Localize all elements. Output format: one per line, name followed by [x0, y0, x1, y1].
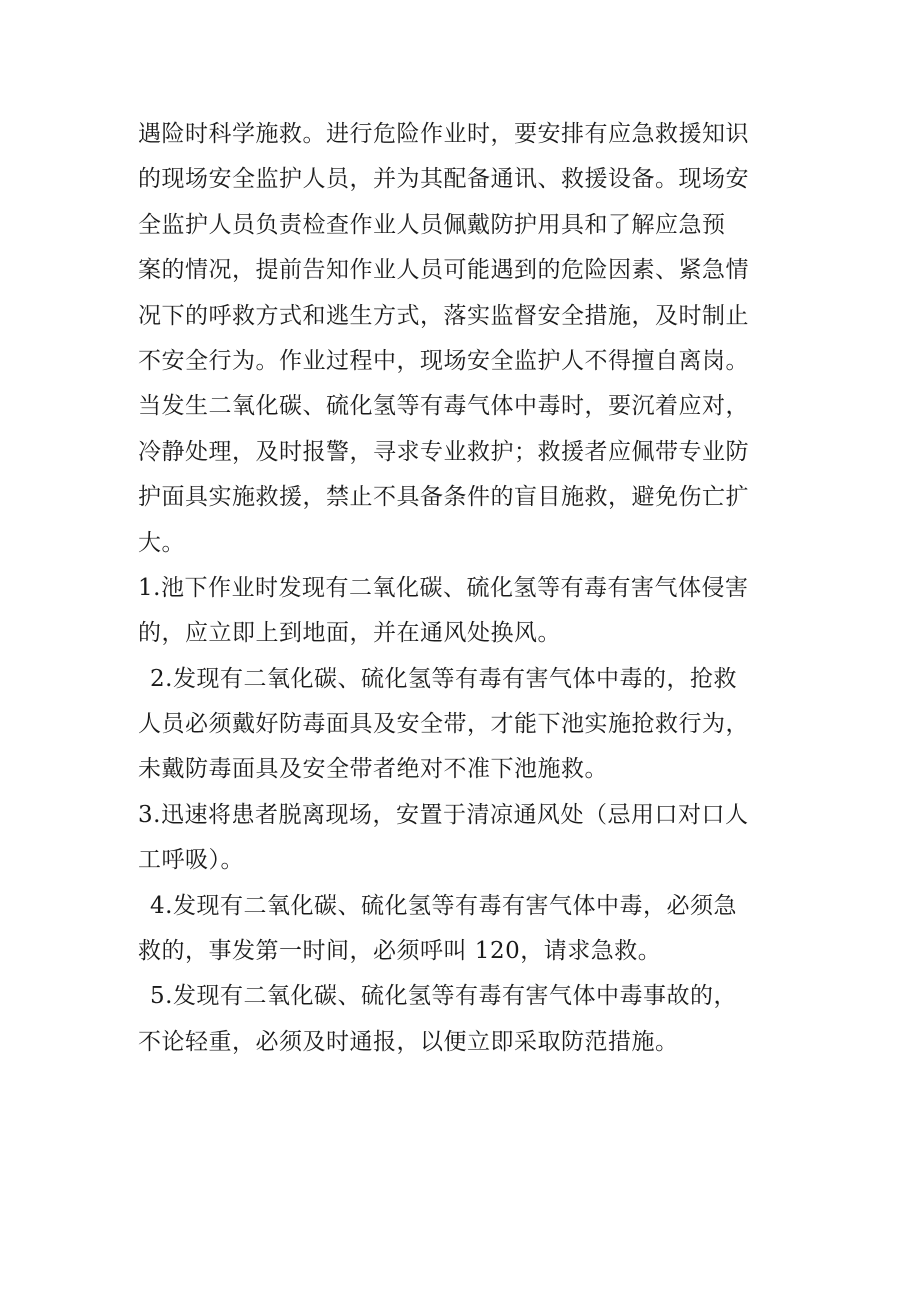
text-line: 的现场安全监护人员，并为其配备通讯、救援设备。现场安: [138, 166, 749, 193]
list-item-1-line: 1.池下作业时发现有二氧化碳、硫化氢等有毒有害气体侵害: [138, 574, 749, 601]
text-line: 大。: [138, 529, 185, 556]
text-line: 遇险时科学施救。进行危险作业时，要安排有应急救援知识: [138, 121, 749, 147]
text-line: 冷静处理，及时报警，寻求专业救护；救援者应佩带专业防: [138, 438, 749, 465]
list-item-4-line: 救的，事发第一时间，必须呼叫 120，请求急救。: [138, 938, 662, 965]
list-item-2-line: 未戴防毒面具及安全带者绝对不准下池施救。: [138, 756, 608, 783]
text-line: 案的情况，提前告知作业人员可能遇到的危险因素、紧急情: [138, 257, 749, 284]
text-line: 不安全行为。作业过程中，现场安全监护人不得擅自离岗。: [138, 347, 749, 374]
list-item-3-line: 工呼吸）。: [138, 847, 244, 874]
list-item-4-line: 4.发现有二氧化碳、硫化氢等有毒有害气体中毒，必须急: [150, 892, 737, 919]
list-item-5-line: 不论轻重，必须及时通报，以便立即采取防范措施。: [138, 1028, 679, 1055]
list-item-3-line: 3.迅速将患者脱离现场，安置于清凉通风处（忌用口对口人: [138, 801, 749, 828]
text-line: 全监护人员负责检查作业人员佩戴防护用具和了解应急预: [138, 211, 726, 238]
text-line: 当发生二氧化碳、硫化氢等有毒气体中毒时，要沉着应对，: [138, 393, 749, 420]
list-item-2-line: 2.发现有二氧化碳、硫化氢等有毒有害气体中毒的，抢救: [150, 665, 737, 692]
list-item-5-line: 5.发现有二氧化碳、硫化氢等有毒有害气体中毒事故的，: [150, 983, 737, 1010]
text-line: 护面具实施救援，禁止不具备条件的盲目施救，避免伤亡扩: [138, 484, 749, 511]
list-item-1-line: 的，应立即上到地面，并在通风处换风。: [138, 620, 561, 647]
list-item-2-line: 人员必须戴好防毒面具及安全带，才能下池实施抢救行为，: [138, 711, 749, 738]
document-body: [138, 112, 788, 1065]
text-line: 况下的呼救方式和逃生方式，落实监督安全措施，及时制止: [138, 302, 749, 329]
